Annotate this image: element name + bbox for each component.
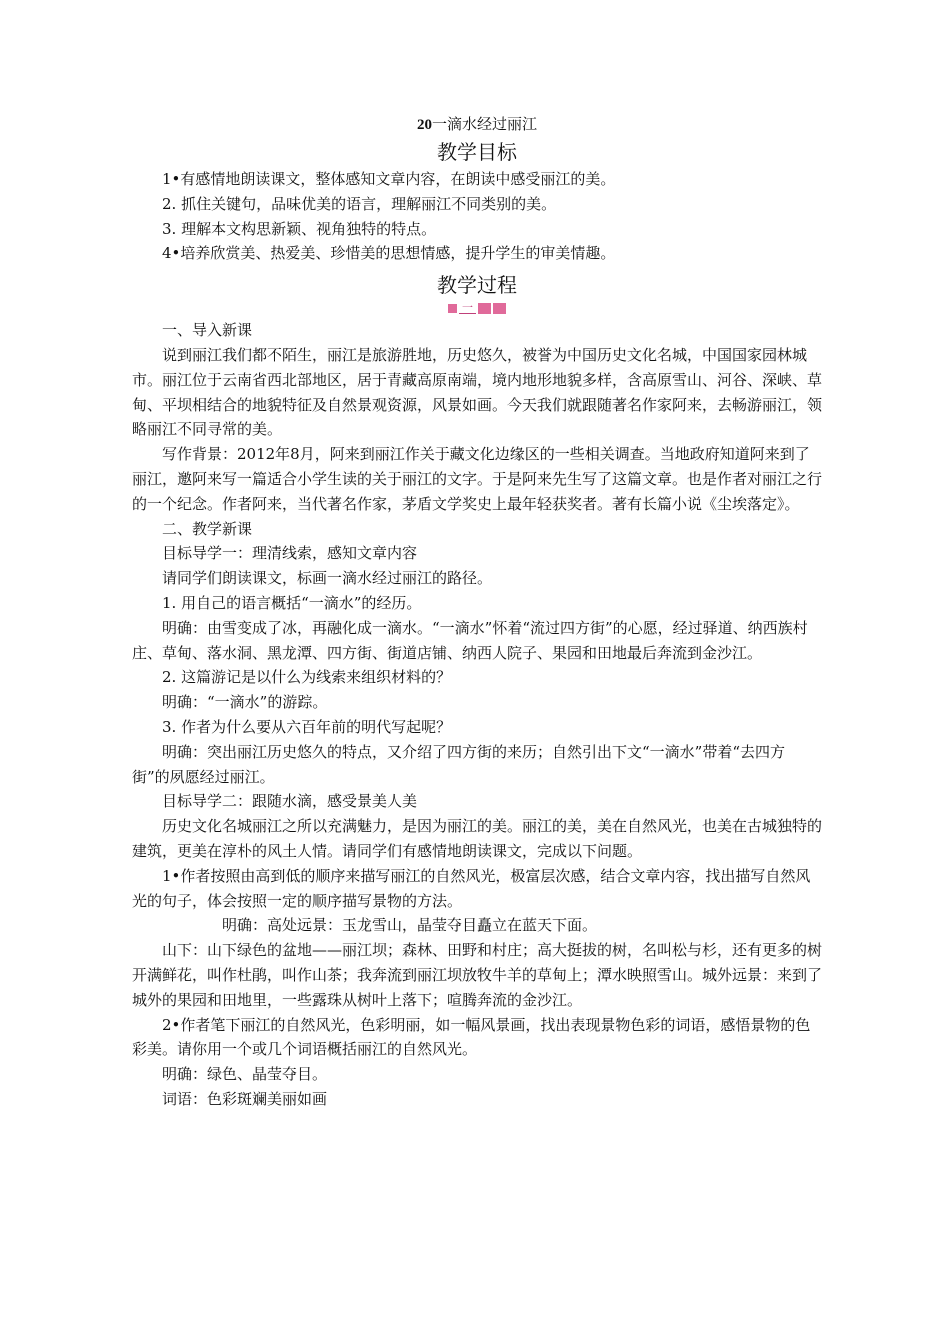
paragraph: 目标导学二：跟随水滴，感受景美人美 (162, 792, 418, 811)
lesson-number: 20 (416, 117, 432, 133)
paragraph: 二、教学新课 (162, 519, 253, 538)
lesson-title (132, 112, 822, 137)
paragraph: 山下：山下绿色的盆地——丽江坝；森林、田野和村庄；高大挺拔的树，名叫松与杉，还有更多的树开满鲜花，叫作杜鹃，叫作山茶；我奔流到丽江坝放牧牛羊的草甸上；潭水映照雪山。城外远景：来到了城外的果园和田地里，一些露珠从树叶上落下；喧腾奔流的金沙江。 (132, 941, 823, 1009)
decoration-square-icon (478, 303, 491, 314)
paragraph: 1•作者按照由高到低的顺序来描写丽江的自然风光，极富层次感，结合文章内容，找出描写自然风光的句子，体会按照一定的顺序描写景物的方法。 (132, 866, 811, 910)
goals-list (132, 167, 822, 266)
paragraph: 明确：由雪变成了冰，再融化成一滴水。“一滴水”怀着“流过四方街”的心愿，经过驿道、纳西族村庄、草甸、落水洞、黑龙潭、四方街、街道店铺、纳西人院子、果园和田地最后奔流到金沙江。 (132, 618, 808, 662)
paragraph: 请同学们朗读课文，标画一滴水经过丽江的路径。 (162, 569, 493, 588)
paragraph: 3. 作者为什么要从六百年前的明代写起呢？ (162, 717, 452, 736)
paragraph: 明确：“一滴水”的游踪。 (162, 693, 328, 712)
decoration-square-icon (493, 303, 506, 314)
paragraph: 1. 用自己的语言概括“一滴水”的经历。 (162, 593, 422, 612)
paragraph: 词语：色彩斑斓美丽如画 (162, 1089, 328, 1108)
paragraph: 说到丽江我们都不陌生，丽江是旅游胜地，历史悠久，被誉为中国历史文化名城，中国国家园林城市。丽江位于云南省西北部地区，居于青藏高原南端，境内地形地貌多样，含高原雪山、河谷、深峡、草甸、平坝相结合的地貌特征及自然景观资源，风景如画。今天我们就跟随著名作家阿来，去畅游丽江，领略丽江不同寻常的美。 (132, 345, 823, 439)
goals-heading: 教学目标 (437, 140, 517, 164)
document-page (132, 112, 822, 1112)
goal-item: 3. 理解本文构思新颖、视角独特的特点。 (162, 219, 437, 238)
lesson-name: 一滴水经过丽江 (431, 115, 537, 133)
heading-decoration (132, 300, 822, 316)
paragraph: 历史文化名城丽江之所以充满魅力，是因为丽江的美。丽江的美，美在自然风光，也美在古城独特的建筑，更美在淳朴的风土人情。请同学们有感情地朗读课文，完成以下问题。 (132, 817, 823, 860)
paragraph: 明确：突出丽江历史悠久的特点，又介绍了四方街的来历；自然引出下文“一滴水”带着“去四方街”的夙愿经过丽江。 (132, 742, 786, 786)
goal-item: 1•有感情地朗读课文，整体感知文章内容，在朗读中感受丽江的美。 (162, 170, 616, 188)
paragraph: 2•作者笔下丽江的自然风光，色彩明丽，如一幅风景画，找出表现景物色彩的词语，感悟景物的色彩美。请你用一个或几个词语概括丽江的自然风光。 (132, 1015, 811, 1059)
decoration-square-icon (448, 304, 457, 313)
paragraph: 2. 这篇游记是以什么为线索来组织材料的？ (162, 668, 452, 687)
goal-item: 2. 抓住关键句，品味优美的语言，理解丽江不同类别的美。 (162, 194, 557, 213)
paragraph: 明确：绿色、晶莹夺目。 (162, 1065, 328, 1084)
paragraph: 明确：高处远景：玉龙雪山，晶莹夺目矗立在蓝天下面。 (222, 916, 598, 935)
process-body (132, 318, 822, 1112)
paragraph: 目标导学一：理清线索，感知文章内容 (162, 544, 418, 563)
paragraph: 写作背景：2012年8月，阿来到丽江作关于藏文化边缘区的一些相关调查。当地政府知道阿来到了丽江，邀阿来写一篇适合小学生读的关于丽江的文字。于是阿来先生写了这篇文章。也是作者对丽江之行的一个纪念。作者阿来，当代著名作家，茅盾文学奖史上最年轻获奖者。著有长篇小说《尘埃落定》。 (132, 445, 823, 513)
process-heading: 教学过程 (437, 273, 517, 298)
goal-item: 4•培养欣赏美、热爱美、珍惜美的思想情感，提升学生的审美情趣。 (162, 244, 616, 263)
paragraph: 一、导入新课 (162, 321, 253, 340)
decoration-label: 一 (459, 302, 476, 314)
